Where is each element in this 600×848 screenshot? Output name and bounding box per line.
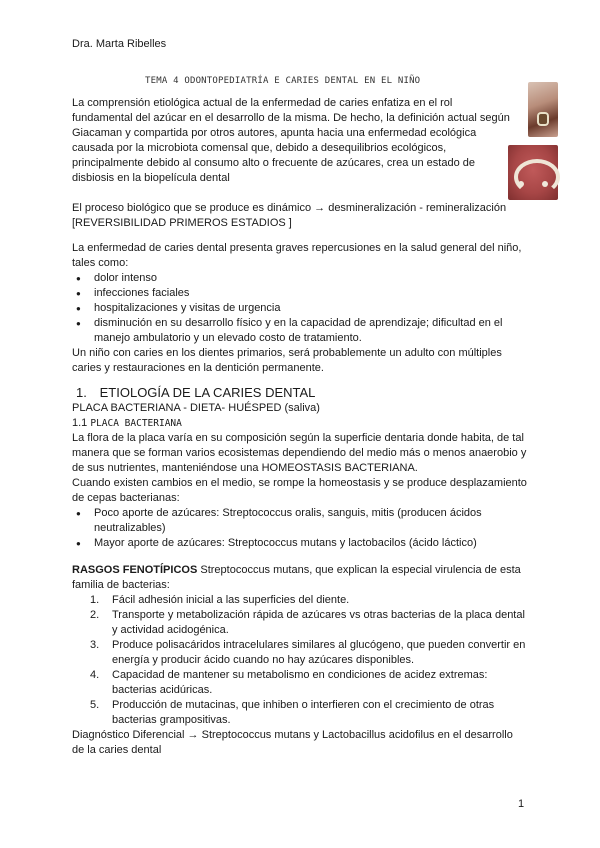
list-item: 4. Capacidad de mantener su metabolismo en condiciones de acidez extremas: bacterias acidúricas. [90,669,488,696]
topic-title: TEMA 4 ODONTOPEDIATRÍA E CARIES DENTAL EN EL NIÑO [145,76,421,86]
repercussions-section [72,241,527,376]
section-number: 1. [76,385,87,400]
flora-paragraph: La flora de la placa varía en su composición según la superficie dentaria donde habita, de tal manera que se forman varios ecosistemas dependiendo del medio más o menos anaerobio y de sus nutrientes, manteniéndose una HOMEOSTASIS BACTERIANA. [72,432,527,474]
list-item: 2. Transporte y metabolización rápida de azúcares vs otras bacterias de la placa dental y actividad acidogénica. [90,609,525,636]
repercussions-lead: La enfermedad de caries dental presenta graves repercusiones en la salud general del niño, tales como: [72,242,522,269]
etiology-section [72,384,527,551]
process-paragraph: El proceso biológico que se produce es dinámico → desmineralización - remineralización [REVERSIBILIDAD PRIMEROS ESTADIOS ] [72,202,507,229]
sugar-list [72,506,527,551]
dental-arch-photo-icon [508,145,558,200]
phenotypic-list [72,593,527,728]
author-name: Dra. Marta Ribelles [72,38,167,50]
subsection-number: 1.1 [72,417,88,429]
list-item: ● disminución en su desarrollo físico y en la capacidad de aprendizaje; dificultad en el manejo ambulatorio y un elevado costo de tratamiento. [72,316,527,346]
list-item: ● hospitalizaciones y visitas de urgencia [72,301,527,316]
change-paragraph: Cuando existen cambios en el medio, se rompe la homeostasis y se produce desplazamiento de cepas bacterianas: [72,477,527,504]
phenotypic-section [72,563,527,758]
list-item: ● Mayor aporte de azúcares: Streptococcus mutans y lactobacilos (ácido láctico) [72,536,527,551]
section-title: ETIOLOGÍA DE LA CARIES DENTAL [99,385,316,400]
intro-section [72,96,512,231]
etiology-factors: PLACA BACTERIANA - DIETA- HUÉSPED (saliva) [72,402,320,414]
section-heading [72,384,527,401]
tooth-caries-photo-icon [528,82,558,137]
repercussions-list [72,271,527,346]
phenotypic-label: RASGOS FENOTÍPICOS [72,564,198,576]
list-item: ● Poco aporte de azúcares: Streptococcus oralis, sanguis, mitis (producen ácidos neutralizables) [72,506,527,536]
phenotypic-lead: Streptococcus mutans, que explican la especial virulencia de esta familia de bacterias: [72,564,521,591]
list-item: 3. Produce polisacáridos intracelulares similares al glucógeno, que pueden convertir en energía y producir ácido cuando no hay azúcares disponibles. [90,639,526,666]
phenotypic-paragraph [72,563,527,593]
subsection-title: PLACA BACTERIANA [90,418,182,429]
diagnosis-paragraph: Diagnóstico Diferencial → Streptococcus mutans y Lactobacillus acidofilus en el desarrollo de la caries dental [72,729,513,756]
intro-paragraph: La comprensión etiológica actual de la enfermedad de caries enfatiza en el rol fundamental del azúcar en el desarrollo de la misma. De hecho, la definición actual según Giacaman y compartida por otros autores, apunta hacia una enfermedad ecológica causada por la microbiota comensal que, debido a desequilibrios ecológicos, principalmente debido al consumo alto o frecuente de azúcares, crea un estado de disbiosis en la biopelícula dental [72,97,510,184]
list-item: 1. Fácil adhesión inicial a las superficies del diente. [90,594,350,606]
list-item: ● infecciones faciales [72,286,527,301]
list-item: 5. Producción de mutacinas, que inhiben o interfieren con el crecimiento de otras bacterias grampositivas. [90,699,495,726]
subsection-heading [72,416,527,431]
page-number: 1 [518,798,525,810]
repercussions-closing: Un niño con caries en los dientes primarios, será probablemente un adulto con múltiples caries y restauraciones en la dentición permanente. [72,347,502,374]
list-item: ● dolor intenso [72,271,527,286]
